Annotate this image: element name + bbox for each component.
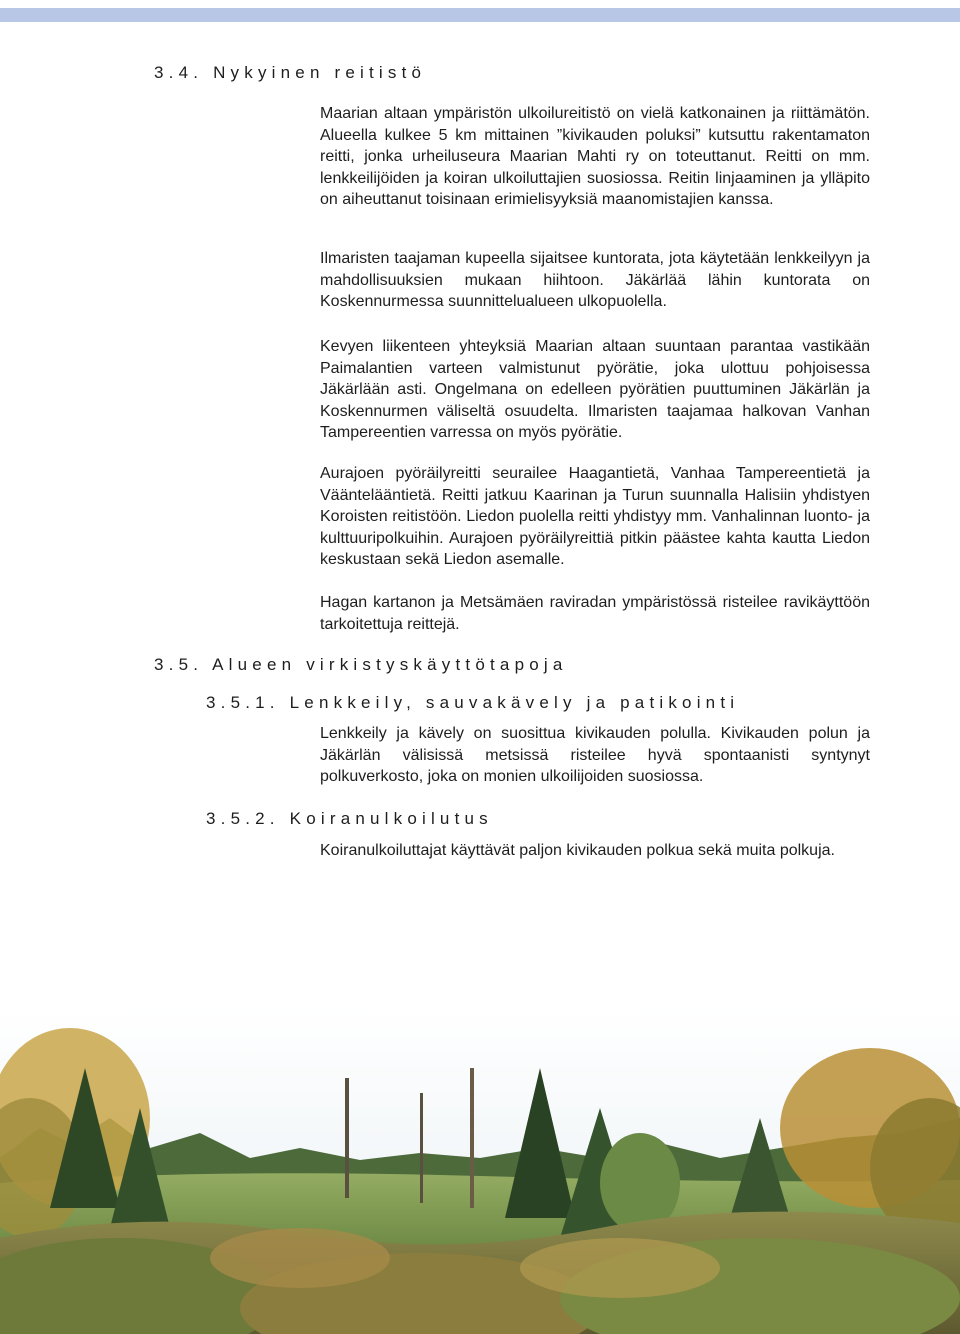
paragraph: Kevyen liikenteen yhteyksiä Maarian altaan suuntaan parantaa vastikään Paimalantien varteen valmistunut pyörätie, joka ulottuu pohjoisessa Jäkärlään asti. Ongelmana on edelleen pyörätien puuttuminen Jäkärlän ja Koskennurmen väliseltä osuudelta. Ilmaristen taajamaa halkovan Vanhan Tampereentien varressa on myös pyörätie.: [320, 338, 870, 441]
paragraph: Maarian altaan ympäristön ulkoilureitistö on vielä katkonainen ja riittämätön. Alueella kulkee 5 km mittainen ”kivikauden poluksi” kutsuttu rakentamaton reitti, jonka urheiluseura Maarian Mahti ry on toteuttanut. Reitti on mm. lenkkeilijöiden ja koiran ulkoiluttajien suosiossa. Reitin linjaaminen ja ylläpito on aiheuttanut toisinaan erimielisyyksiä maanomistajien kanssa.: [320, 105, 870, 208]
paragraph: Aurajoen pyöräilyreitti seurailee Haagantietä, Vanhaa Tampereentietä ja Vääntelääntietä. Reitti jatkuu Kaarinan ja Turun suunnalla Halisiin yhdistyen Koroisten reitistöön. Liedon puolella reitti yhdistyy mm. Vanhalinnan luonto- ja kulttuuripolkuihin. Aurajoen pyöräilyreittiä pitkin päästee kahta kautta Liedon keskustaan sekä Liedon asemalle.: [320, 465, 870, 568]
paragraph: Ilmaristen taajaman kupeella sijaitsee kuntorata, jota käytetään lenkkeilyyn ja mahdollisuuksien mukaan hiihtoon. Jäkärlää lähin kuntorata on Koskennurmessa suunnittelualueen ulkopuolella.: [320, 250, 870, 310]
section-heading-3-5-2: 3.5.2. Koiranulkoilutus: [206, 809, 493, 828]
paragraph: Hagan kartanon ja Metsämäen raviradan ympäristössä risteilee ravikäyttöön tarkoitettuja reittejä.: [320, 594, 870, 633]
section-heading-3-5: 3.5. Alueen virkistyskäyttötapoja: [154, 655, 568, 674]
paragraph: Lenkkeily ja kävely on suosittua kivikauden polulla. Kivikauden polun ja Jäkärlän välisissä metsissä risteilee hyvä spontaanisti syntynyt polkuverkosto, joka on monien ulkoilijoiden suosiossa.: [320, 725, 870, 785]
top-header-band: [0, 8, 960, 22]
paragraph: Koiranulkoiluttajat käyttävät paljon kivikauden polkua sekä muita polkuja.: [320, 842, 835, 859]
section-heading-3-5-1: 3.5.1. Lenkkeily, sauvakävely ja patikointi: [206, 693, 740, 712]
section-heading-3-4: 3.4. Nykyinen reitistö: [154, 63, 427, 82]
landscape-photo: [0, 1008, 960, 1334]
